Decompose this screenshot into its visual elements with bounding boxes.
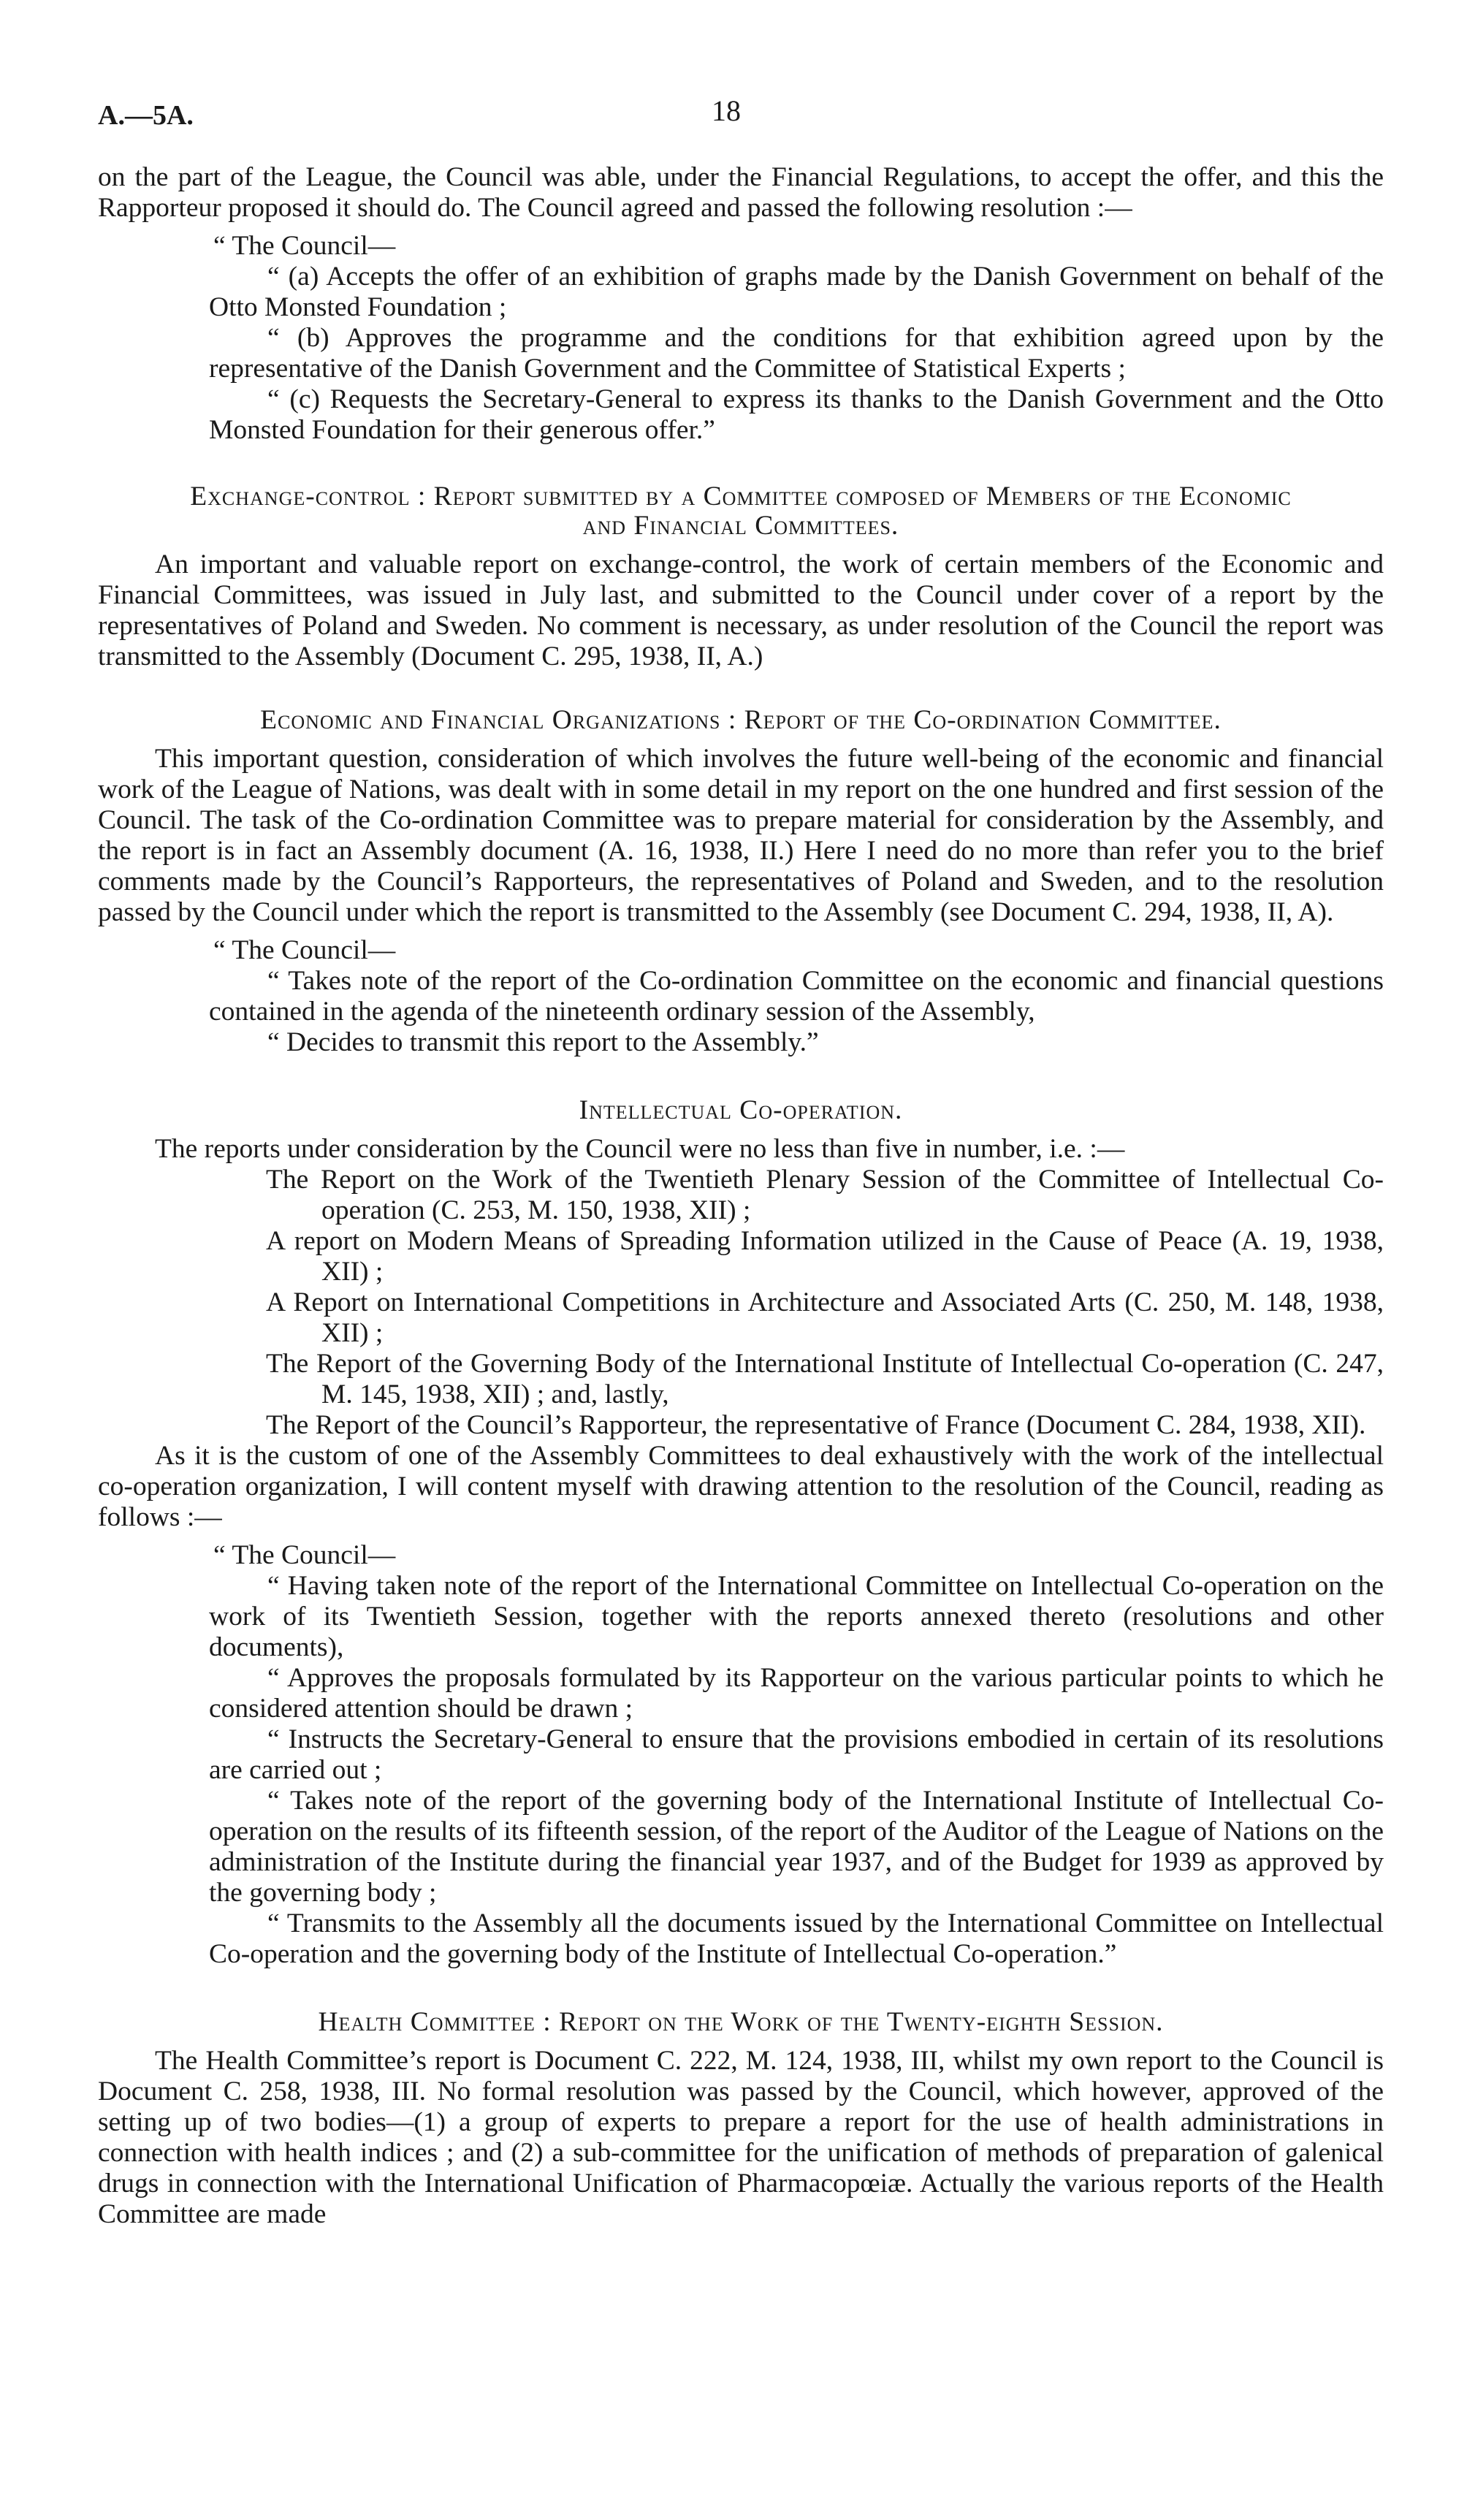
list-item: The Report on the Work of the Twentieth Plenary Session of the Committee of Intellectual Co-operation (C. 253, M. 150, 1938, XII) ; — [266, 1165, 1384, 1225]
reports-list — [266, 1165, 1384, 1441]
document-reference: A.—5A. — [98, 100, 194, 131]
section-heading-intellectual-cooperation — [98, 1096, 1384, 1125]
resolution-heading: “ The Council— — [213, 231, 396, 261]
resolution-clause-a: “ (a) Accepts the offer of an exhibition of graphs made by the Danish Government on behalf of the Otto Monsted Foundation ; — [209, 262, 1384, 322]
resolution-heading: “ The Council— — [213, 935, 396, 965]
resolution-clause-b: “ (b) Approves the programme and the conditions for that exhibition agreed upon by the representative of the Danish Government and the Committee of Statistical Experts ; — [209, 323, 1384, 384]
exchange-control-paragraph: An important and valuable report on exchange-control, the work of certain members of the Economic and Financial Committees, was issued in July last, and submitted to the Council under cover of a report by the representatives of Poland and Sweden. No comment is necessary, as under resolution of the Council the report was transmitted to the Assembly (Document C. 295, 1938, II, A.) — [98, 549, 1384, 671]
page-number: 18 — [712, 94, 741, 127]
page-body — [98, 162, 1384, 2230]
section-heading-line: Exchange-control : Report submitted by a Committee composed of Members of the Economic — [190, 481, 1292, 511]
section-heading-line: Health Committee : Report on the Work of the Twenty-eighth Session. — [318, 2007, 1164, 2037]
health-committee-paragraph: The Health Committee’s report is Document C. 222, M. 124, 1938, III, whilst my own report to the Council is Document C. 258, 1938, III. No formal resolution was passed by the Council, which however, approved of the setting up of two bodies—(1) a group of experts to prepare a report for the use of health administrations in connection with health indices ; and (2) a sub-committee for the unification of methods of preparation of galenical drugs in connection with the International Unification of Pharmacopœiæ. Actually the various reports of the Health Committee are made — [98, 2046, 1384, 2229]
resolution-clause: “ Approves the proposals formulated by its Rapporteur on the various particular points to which he considered attention should be drawn ; — [209, 1663, 1384, 1724]
intellectual-intro-paragraph: The reports under consideration by the Council were no less than five in number, i.e. :— — [155, 1134, 1125, 1164]
resolution-clause: “ Having taken note of the report of the International Committee on Intellectual Co-operation on the work of its Twentieth Session, together with the reports annexed thereto (resolutions and other documents), — [209, 1571, 1384, 1662]
page-header — [98, 94, 1384, 137]
resolution-clause: “ Transmits to the Assembly all the documents issued by the International Committee on Intellectual Co-operation and the governing body of the Institute of Intellectual Co-operation.” — [209, 1908, 1384, 1969]
resolution-clause: “ Instructs the Secretary-General to ensure that the provisions embodied in certain of its resolutions are carried out ; — [209, 1724, 1384, 1785]
list-item: A Report on International Competitions in Architecture and Associated Arts (C. 250, M. 148, 1938, XII) ; — [266, 1287, 1384, 1348]
section-heading-exchange-control — [98, 482, 1384, 541]
economic-financial-paragraph: This important question, consideration of which involves the future well-being of the economic and financial work of the League of Nations, was dealt with in some detail in my report on the one hundred and first session of the Council. The task of the Co-ordination Committee was to prepare material for consideration by the Assembly, and the report is in fact an Assembly document (A. 16, 1938, II.) Here I need do no more than refer you to the brief comments made by the Council’s Rapporteurs, the representatives of Poland and Sweden, and to the resolution passed by the Council under which the report is transmitted to the Assembly (see Document C. 294, 1938, II, A). — [98, 744, 1384, 927]
list-item: A report on Modern Means of Spreading Information utilized in the Cause of Peace (A. 19, 1938, XII) ; — [266, 1226, 1384, 1287]
intellectual-paragraph: As it is the custom of one of the Assembly Committees to deal exhaustively with the work of the intellectual co-operation organization, I will content myself with drawing attention to the resolution of the Council, reading as follows :— — [98, 1441, 1384, 1532]
resolution-heading: “ The Council— — [213, 1540, 396, 1570]
resolution-clause: “ Takes note of the report of the governing body of the International Institute of Intellectual Co-operation on the results of its fifteenth session, of the report of the Auditor of the League of Nations on the administration of the Institute during the financial year 1937, and of the Budget for 1939 as approved by the governing body ; — [209, 1786, 1384, 1908]
section-heading-economic-financial — [98, 706, 1384, 735]
section-heading-line: Intellectual Co-operation. — [579, 1095, 903, 1125]
section-heading-line: Economic and Financial Organizations : Report of the Co-ordination Committee. — [260, 705, 1222, 735]
list-item: The Report of the Governing Body of the International Institute of Intellectual Co-operation (C. 247, M. 145, 1938, XII) ; and, lastly, — [266, 1349, 1384, 1409]
resolution-clause-c: “ (c) Requests the Secretary-General to express its thanks to the Danish Government and the Otto Monsted Foundation for their generous offer.” — [209, 384, 1384, 445]
resolution-clause: “ Decides to transmit this report to the Assembly.” — [267, 1027, 819, 1057]
resolution-clause: “ Takes note of the report of the Co-ordination Committee on the economic and financial questions contained in the agenda of the nineteenth ordinary session of the Assembly, — [209, 966, 1384, 1027]
section-heading-line: and Financial Committees. — [582, 511, 899, 541]
list-item: The Report of the Council’s Rapporteur, the representative of France (Document C. 284, 1938, XII). — [266, 1410, 1366, 1440]
intro-paragraph: on the part of the League, the Council was able, under the Financial Regulations, to accept the offer, and this the Rapporteur proposed it should do. The Council agreed and passed the following resolution :— — [98, 162, 1384, 223]
section-heading-health-committee — [98, 2008, 1384, 2037]
